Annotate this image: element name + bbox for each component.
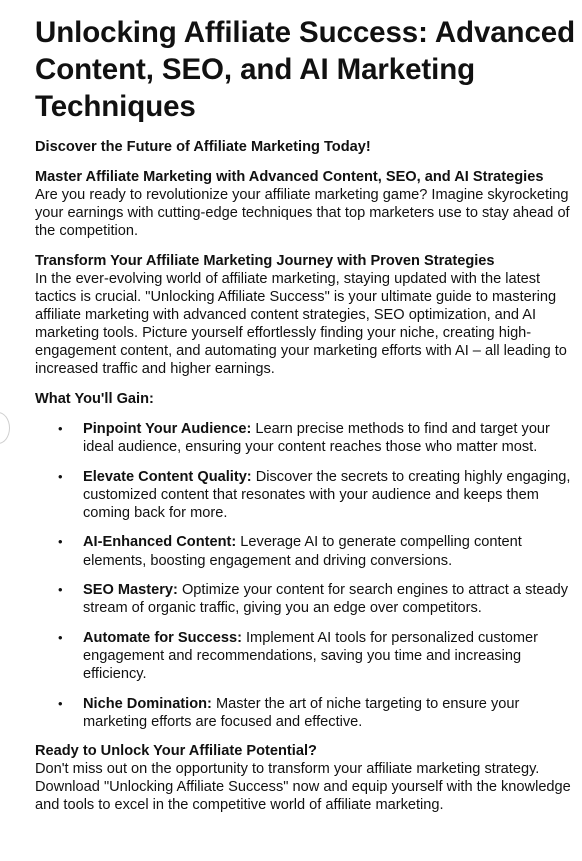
document-content (35, 14, 580, 814)
list-item-text: Leverage AI to generate compelling content elements, boosting engagement and driving conversions. (83, 534, 522, 569)
list-item-title: Automate for Success: (83, 629, 242, 646)
tagline: Discover the Future of Affiliate Marketing Today! (35, 139, 371, 155)
cta-heading: Ready to Unlock Your Affiliate Potential? (35, 743, 317, 760)
list-item-text: Master the art of niche targeting to ensure your marketing efforts are focused and effective. (83, 695, 520, 730)
bullet-icon: • (58, 421, 63, 436)
gains-list (35, 420, 580, 731)
page-title: Unlocking Affiliate Success: Advanced Content, SEO, and AI Marketing Techniques (35, 16, 576, 123)
list-item (35, 420, 580, 457)
bullet-icon: • (58, 468, 63, 484)
bullet-icon: • (58, 695, 63, 711)
bullet-icon: • (58, 629, 63, 645)
section-heading: Transform Your Affiliate Marketing Journey with Proven Strategies (35, 253, 495, 269)
list-item-text: Implement AI tools for personalized customer engagement and recommendations, saving you time and increasing efficiency. (83, 629, 539, 683)
intro-paragraph: Are you ready to revolutionize your affiliate marketing game? Imagine skyrocketing your earnings with cutting-edge techniques that top marketers use to stay ahead of the competition. (35, 187, 570, 239)
list-item (35, 629, 580, 684)
list-item-text: Learn precise methods to find and target your ideal audience, ensuring your content reaches those who matter most. (83, 421, 550, 456)
list-item-title: Niche Domination: (83, 695, 212, 712)
list-item-title: Pinpoint Your Audience: (83, 421, 252, 437)
list-item (35, 533, 580, 570)
list-item (35, 468, 580, 523)
section-paragraph: In the ever-evolving world of affiliate marketing, staying updated with the latest tactics is crucial. "Unlocking Affiliate Success" is your ultimate guide to mastering affiliate marketing with advanced content strategies, SEO optimization, and AI marketing tools. Picture yourself effortlessly finding your niche, creating high-engagement content, and automating your marketing efforts with AI – all leading to increased traffic and higher earnings. (35, 271, 567, 377)
bullet-icon: • (58, 582, 63, 598)
list-item-title: SEO Mastery: (83, 582, 178, 599)
list-item-text: Optimize your content for search engines to attract a steady stream of organic traffic, giving you an edge over competitors. (83, 582, 569, 617)
list-item-title: Elevate Content Quality: (83, 468, 252, 485)
bullet-icon: • (58, 534, 63, 550)
gains-heading: What You'll Gain: (35, 391, 154, 407)
subheading: Master Affiliate Marketing with Advanced Content, SEO, and AI Strategies (35, 169, 544, 185)
list-item-text: Discover the secrets to creating highly engaging, customized content that resonates with your audience and keeps them coming back for more. (83, 468, 571, 522)
list-item-title: AI-Enhanced Content: (83, 534, 237, 551)
cta-paragraph: Don't miss out on the opportunity to transform your affiliate marketing strategy. Download "Unlocking Affiliate Success" now and equip yourself with the knowledge and tools to excel in the competitive world of affiliate marketing. (35, 761, 571, 814)
list-item (35, 695, 580, 732)
list-item (35, 581, 580, 618)
edge-circle-control[interactable] (0, 412, 10, 444)
